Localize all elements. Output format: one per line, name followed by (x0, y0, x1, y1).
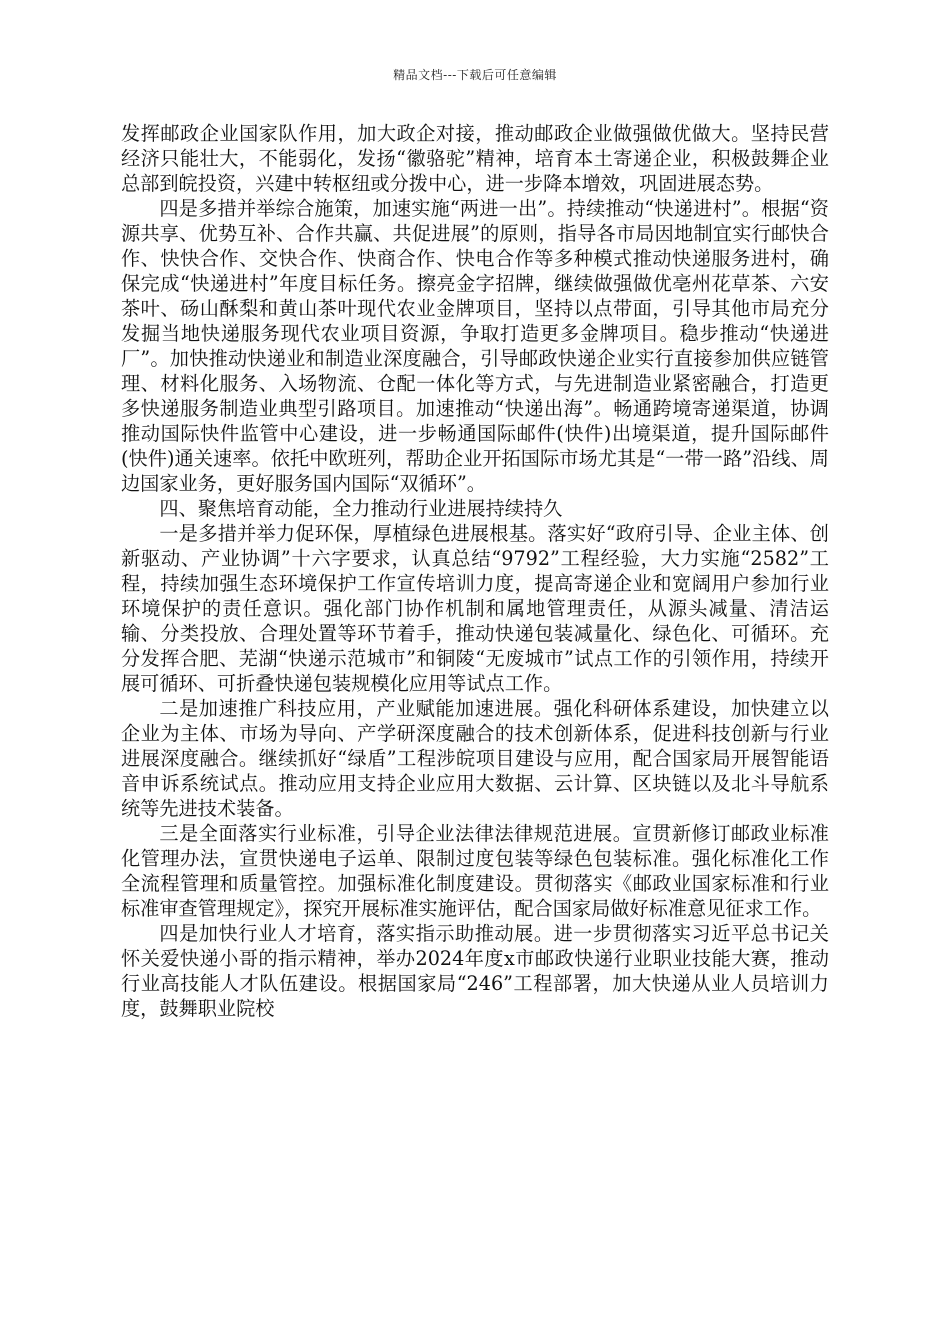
page-header: 精品文档---下载后可任意编辑 (393, 68, 557, 82)
paragraph-6: 四是加快行业人才培育，落实指示助推动展。进一步贯彻落实习近平总书记关怀关爱快递小哥的指示精神，举办2024年度x市邮政快递行业职业技能大赛，推动行业高技能人才队伍建设。根据国家局“246”工程部署，加大快递从业人员培训力度，鼓舞职业院校 (121, 922, 829, 1020)
paragraph-3: 一是多措并举力促环保，厚植绿色进展根基。落实好“政府引导、企业主体、创新驱动、产业协调”十六字要求，认真总结“9792”工程经验，大力实施“2582”工程，持续加强生态环境保护工作宣传培训力度，提高寄递企业和宽阔用户参加行业环境保护的责任意识。强化部门协作机制和属地管理责任，从源头减量、清洁运输、分类投放、合理处置等环节着手，推动快递包装减量化、绿色化、可循环。充分发挥合肥、芜湖“快递示范城市”和铜陵“无废城市”试点工作的引领作用，持续开展可循环、可折叠快递包装规模化应用等试点工作。 (121, 522, 829, 695)
paragraph-5: 三是全面落实行业标准，引导企业法律法律规范进展。宣贯新修订邮政业标准化管理办法，宣贯快递电子运单、限制过度包装等绿色包装标准。强化标准化工作全流程管理和质量管控。加强标准化制度建设。贯彻落实《邮政业国家标准和行业标准审查管理规定》，探究开展标准实施评估，配合国家局做好标准意见征求工作。 (121, 822, 829, 920)
paragraph-2: 四是多措并举综合施策，加速实施“两进一出”。持续推动“快递进村”。根据“资源共享、优势互补、合作共赢、共促进展”的原则，指导各市局因地制宜实行邮快合作、快快合作、交快合作、快商合作、快电合作等多种模式推动快递服务进村，确保完成“快递进村”年度目标任务。擦亮金字招牌，继续做强做优亳州花草茶、六安茶叶、砀山酥梨和黄山茶叶现代农业金牌项目，坚持以点带面，引导其他市局充分发掘当地快递服务现代农业项目资源，争取打造更多金牌项目。稳步推动“快递进厂”。加快推动快递业和制造业深度融合，引导邮政快递企业实行直接参加供应链管理、材料化服务、入场物流、仓配一体化等方式，与先进制造业紧密融合，打造更多快递服务制造业典型引路项目。加速推动“快递出海”。畅通跨境寄递渠道，协调推动国际快件监管中心建设，进一步畅通国际邮件(快件)出境渠道，提升国际邮件(快件)通关速率。依托中欧班列，帮助企业开拓国际市场尤其是“一带一路”沿线、周边国家业务，更好服务国内国际“双循环”。 (121, 197, 829, 495)
document-body (121, 121, 829, 1021)
section-heading: 四、聚焦培育动能，全力推动行业进展持续持久 (159, 497, 563, 520)
paragraph-1: 发挥邮政企业国家队作用，加大政企对接，推动邮政企业做强做优做大。坚持民营经济只能壮大，不能弱化，发扬“徽骆驼”精神，培育本土寄递企业，积极鼓舞企业总部到皖投资，兴建中转枢纽或分拨中心，进一步降本增效，巩固进展态势。 (121, 122, 829, 195)
paragraph-4: 二是加速推广科技应用，产业赋能加速进展。强化科研体系建设，加快建立以企业为主体、市场为导向、产学研深度融合的技术创新体系，促进科技创新与行业进展深度融合。继续抓好“绿盾”工程涉皖项目建设与应用，配合国家局开展智能语音申诉系统试点。推动应用支持企业应用大数据、云计算、区块链以及北斗导航系统等先进技术装备。 (121, 697, 829, 820)
